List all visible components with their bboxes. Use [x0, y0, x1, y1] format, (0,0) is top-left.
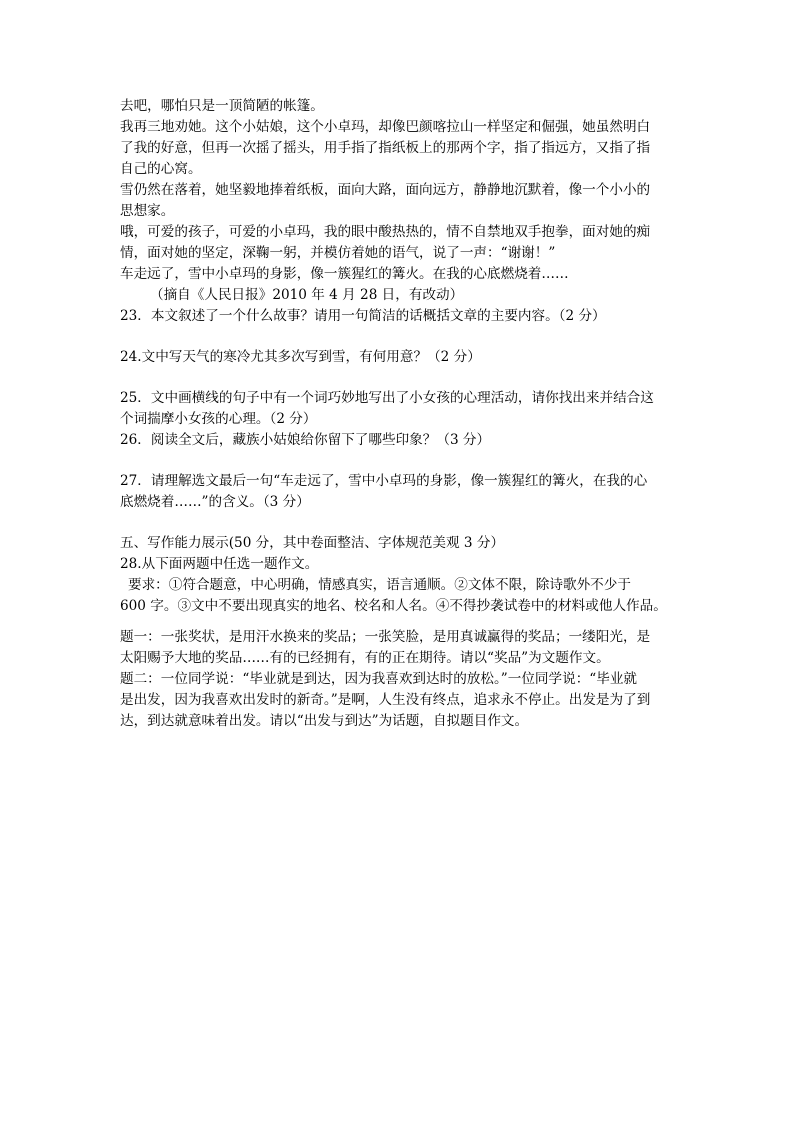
question-25: 25．文中画横线的句子中有一个词巧妙地写出了小女孩的心理活动，请你找出来并结合这 — [120, 390, 654, 406]
topic-two-line: 是出发，因为我喜欢出发时的新奇。”是啊，人生没有终点，追求永不停止。出发是为了到 — [120, 692, 651, 708]
passage-line: 了我的好意，但再一次摇了摇头，用手指了指纸板上的那两个字，指了指远方，又指了指 — [120, 140, 651, 156]
question-26: 26．阅读全文后，藏族小姑娘给你留下了哪些印象？（3 分） — [120, 432, 491, 448]
question-24: 24.文中写天气的寒冷尤其多次写到雪，有何用意？（2 分） — [120, 349, 481, 365]
passage-line: 自己的心窝。 — [120, 161, 202, 177]
topic-two-line: 题二：一位同学说：“毕业就是到达，因为我喜欢到达时的放松。”一位同学说：“毕业就 — [120, 671, 638, 687]
passage-line: 哦，可爱的孩子，可爱的小卓玛，我的眼中酸热热的，情不自禁地双手抱拳，面对她的痴 — [120, 224, 651, 240]
passage-line: 去吧，哪怕只是一顶简陋的帐篷。 — [120, 98, 324, 114]
question-27: 27．请理解选文最后一句“车走远了，雪中小卓玛的身影，像一簇猩红的篝火，在我的心 — [120, 473, 648, 489]
writing-section — [120, 533, 680, 732]
topic-two-line: 达，到达就意味着出发。请以“出发与到达”为话题，自拟题目作文。 — [120, 713, 529, 729]
passage-line: 情，面对她的坚定，深鞠一躬，并模仿着她的语气，说了一声：“谢谢！” — [120, 245, 556, 261]
question-23: 23．本文叙述了一个什么故事？请用一句简洁的话概括文章的主要内容。（2 分） — [120, 308, 606, 324]
topic-one-line: 太阳赐予大地的奖品……有的已经拥有，有的正在期待。请以“奖品”为文题作文。 — [120, 650, 610, 666]
section-title: 五、写作能力展示(50 分，其中卷面整洁、字体规范美观 3 分） — [120, 535, 505, 551]
question-27-cont: 底燃烧着……”的含义。（3 分） — [120, 494, 310, 510]
document-page — [120, 96, 680, 732]
passage-line: 我再三地劝她。这个小姑娘，这个小卓玛，却像巴颜喀拉山一样坚定和倔强，她虽然明白 — [120, 119, 651, 135]
passage — [120, 96, 680, 306]
passage-line: 车走远了，雪中小卓玛的身影，像一簇猩红的篝火。在我的心底燃烧着…… — [120, 266, 569, 282]
passage-source: （摘自《人民日报》2010 年 4 月 28 日，有改动） — [150, 287, 464, 303]
question-25-cont: 个词揣摩小女孩的心理。（2 分） — [120, 411, 317, 427]
topic-one-line: 题一：一张奖状，是用汗水换来的奖品；一张笑脸，是用真诚赢得的奖品；一缕阳光，是 — [120, 629, 651, 645]
question-28: 28.从下面两题中任选一题作文。 — [120, 556, 319, 572]
passage-line: 思想家。 — [120, 203, 175, 219]
requirements-line: 600 字。③文中不要出现真实的地名、校名和人名。④不得抄袭试卷中的材料或他人作品。 — [120, 598, 667, 614]
requirements-line: 要求：①符合题意，中心明确，情感真实，语言通顺。②文体不限，除诗歌外不少于 — [128, 577, 631, 593]
questions — [120, 306, 680, 533]
passage-line: 雪仍然在落着，她坚毅地捧着纸板，面向大路，面向远方，静静地沉默着，像一个小小的 — [120, 182, 651, 198]
